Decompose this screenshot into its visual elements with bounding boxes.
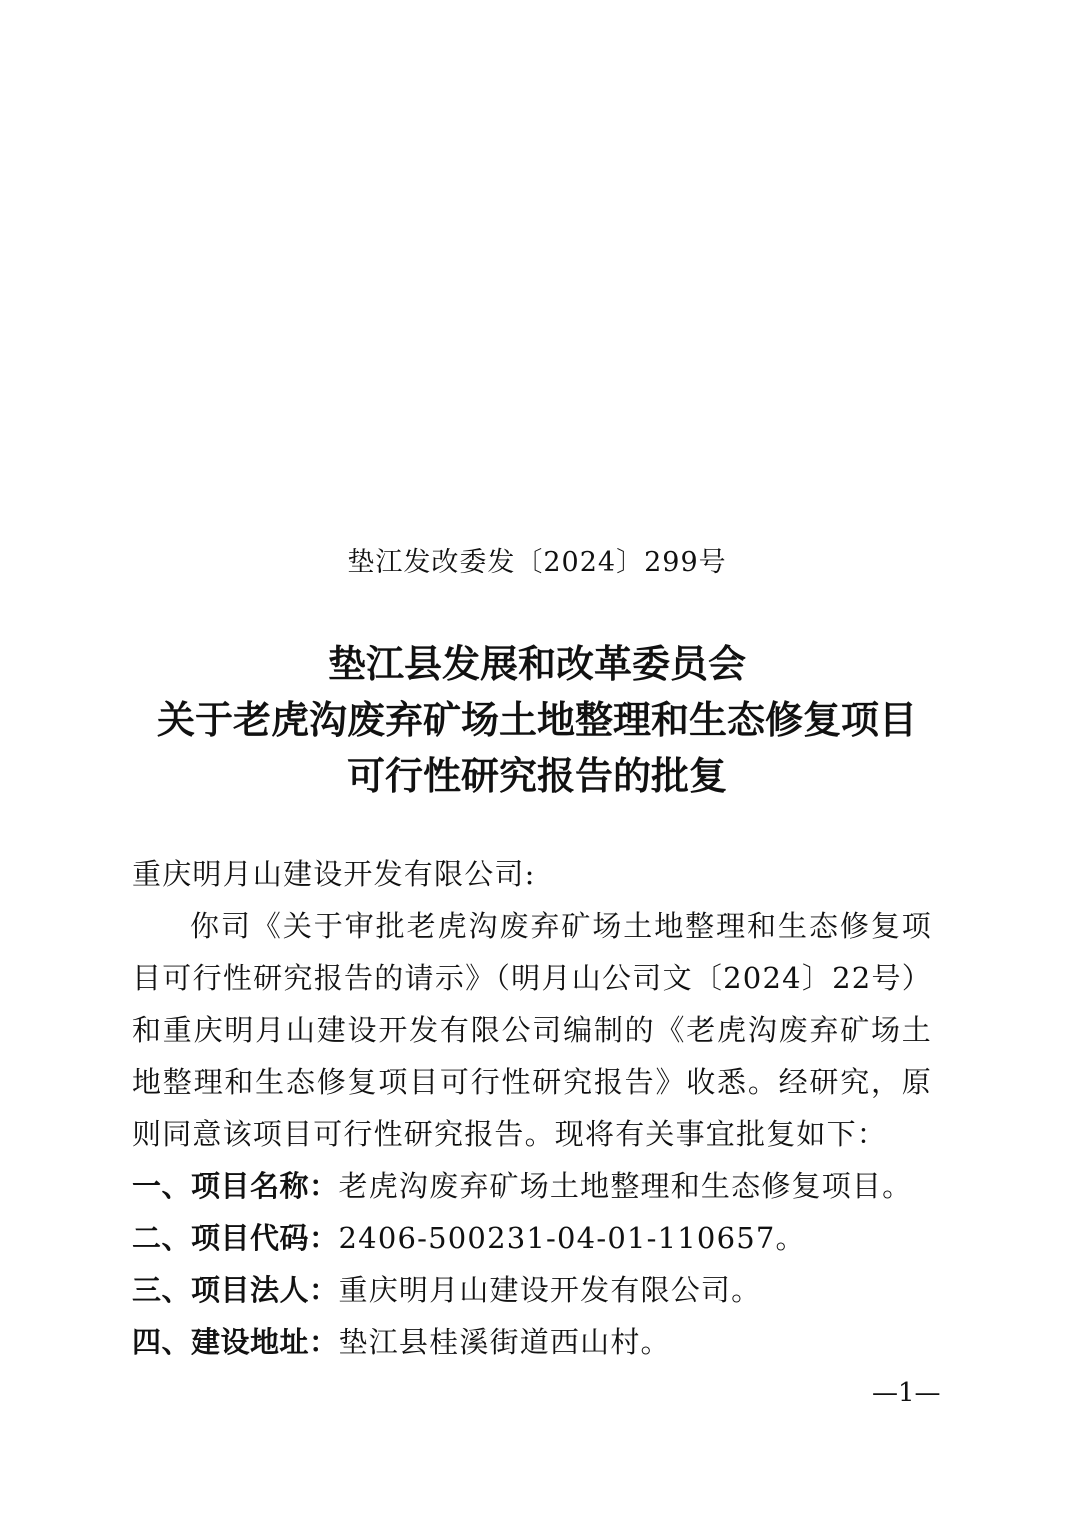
document-body bbox=[132, 848, 932, 1368]
document-number: 垫江发改委发〔2024〕299号 bbox=[347, 547, 727, 578]
item-label: 一、项目名称： bbox=[132, 1169, 339, 1203]
item-construction-address bbox=[132, 1316, 932, 1368]
title-line-subject: 关于老虎沟废弃矿场土地整理和生态修复项目 bbox=[156, 698, 917, 742]
document-title bbox=[0, 636, 1074, 804]
item-project-code bbox=[132, 1212, 932, 1264]
item-value: 垫江县桂溪街道西山村。 bbox=[338, 1325, 671, 1359]
item-value: 2406-500231-04-01-110657。 bbox=[338, 1221, 806, 1255]
item-project-name bbox=[132, 1160, 932, 1212]
title-line-issuer: 垫江县发展和改革委员会 bbox=[327, 642, 746, 686]
item-label: 三、项目法人： bbox=[132, 1273, 339, 1307]
item-label: 四、建设地址： bbox=[132, 1325, 339, 1359]
item-value: 重庆明月山建设开发有限公司。 bbox=[338, 1273, 762, 1307]
title-line-type: 可行性研究报告的批复 bbox=[346, 754, 727, 798]
item-legal-entity bbox=[132, 1264, 932, 1316]
page-number: —1— bbox=[872, 1378, 941, 1408]
item-label: 二、项目代码： bbox=[132, 1221, 339, 1255]
item-value: 老虎沟废弃矿场土地整理和生态修复项目。 bbox=[338, 1169, 913, 1203]
body-paragraph: 你司《关于审批老虎沟废弃矿场土地整理和生态修复项目可行性研究报告的请示》（明月山公司文〔2024〕22号）和重庆明月山建设开发有限公司编制的《老虎沟废弃矿场土地整理和生态修复项目可行性研究报告》收悉。经研究，原则同意该项目可行性研究报告。现将有关事宜批复如下： bbox=[132, 909, 932, 1151]
salutation: 重庆明月山建设开发有限公司: bbox=[132, 857, 536, 891]
